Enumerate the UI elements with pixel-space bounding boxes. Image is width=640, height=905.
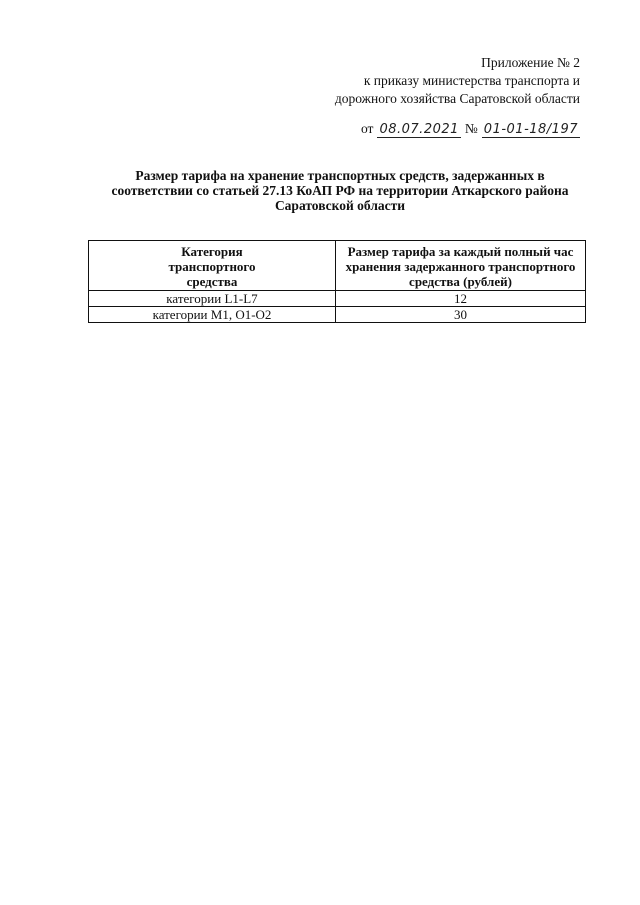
- table-header-row: [89, 241, 586, 291]
- table-row: [89, 291, 586, 307]
- order-date: 08.07.2021: [379, 122, 459, 137]
- table-row: [89, 307, 586, 323]
- order-reference: [361, 121, 580, 138]
- row-category: категории M1, O1-O2: [89, 307, 336, 323]
- tariff-table: [88, 240, 586, 323]
- row-tariff: 12: [336, 291, 586, 307]
- appendix-order-line: к приказу министерства транспорта и: [363, 73, 580, 88]
- header-tariff: Размер тарифа за каждый полный час хранения задержанного транспортного средства (рублей): [336, 241, 586, 291]
- header-category: Категория транспортного средства: [89, 241, 336, 291]
- appendix-ministry-line: дорожного хозяйства Саратовской области: [334, 91, 580, 106]
- number-label: №: [464, 121, 478, 136]
- order-number: 01-01-18/197: [483, 122, 578, 137]
- row-category: категории L1-L7: [89, 291, 336, 307]
- document-title: Размер тарифа на хранение транспортных средств, задержанных в соответствии со статьей 27.13 КоАП РФ на территории Аткарского района Саратовской области: [111, 168, 569, 213]
- row-tariff: 30: [336, 307, 586, 323]
- appendix-title: Приложение № 2: [481, 55, 580, 70]
- appendix-header: [250, 54, 580, 108]
- from-label: от: [360, 121, 374, 136]
